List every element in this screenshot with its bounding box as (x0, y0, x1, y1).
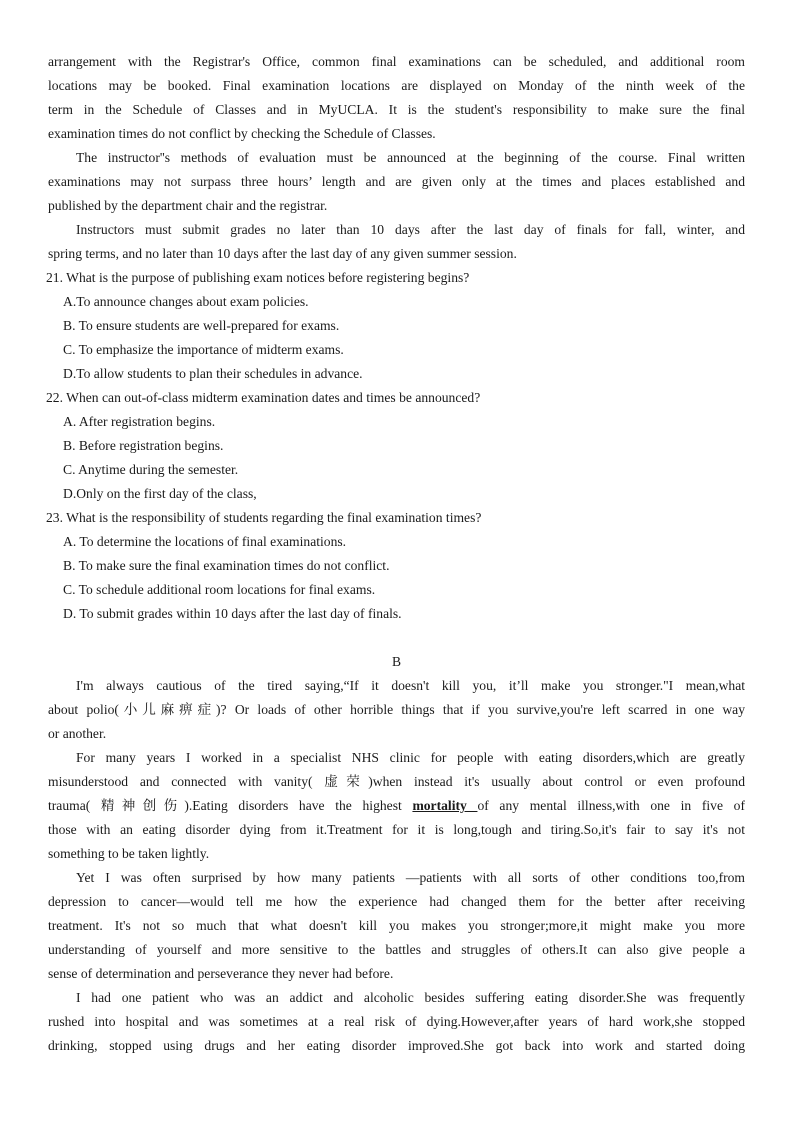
question-stem: 23. What is the responsibility of students regarding the final examination times? (46, 510, 482, 525)
text-line: arrangement with the Registrar's Office, common final examinations can be scheduled, and additional room (48, 54, 745, 69)
answer-option: A. After registration begins. (63, 414, 216, 429)
text-line: about polio(小儿麻痹症)? Or loads of other horrible things that if you survive,you're left scarred in one way (48, 702, 745, 717)
highlighted-word-mortality: mortality (412, 798, 478, 813)
question-stem: 21. What is the purpose of publishing exam notices before registering begins? (46, 270, 470, 285)
text-line: For many years I worked in a specialist NHS clinic for people with eating disorders,which are greatly (76, 750, 745, 765)
text-line: Instructors must submit grades no later than 10 days after the last day of finals for fall, winter, and (76, 222, 745, 237)
text-line: term in the Schedule of Classes and in MyUCLA. It is the student's responsibility to make sure the final (48, 102, 745, 117)
text-line: spring terms, and no later than 10 days after the last day of any given summer session. (48, 246, 517, 261)
text-line: something to be taken lightly. (48, 846, 210, 861)
passage-paragraph-4 (48, 986, 745, 1058)
passage-paragraph-2 (48, 746, 745, 866)
text-run: of any mental illness,with one in five of (477, 798, 745, 813)
answer-option: B. To ensure students are well-prepared for exams. (63, 318, 340, 333)
text-line: Yet I was often surprised by how many patients —patients with all sorts of other conditions too,from (76, 870, 745, 885)
document-page (48, 50, 745, 1058)
text-line: understanding of yourself and more sensitive to the battles and struggles of others.It can also give people a (48, 942, 745, 957)
question-23 (48, 506, 745, 626)
text-line: misunderstood and connected with vanity( 虚荣)when instead it's usually about control or even profound (48, 774, 745, 789)
answer-option: D.To allow students to plan their schedules in advance. (63, 366, 363, 381)
answer-option: D.Only on the first day of the class, (63, 486, 257, 501)
text-line: locations may be booked. Final examination locations are displayed on Monday of the ninth week of the (48, 78, 745, 93)
text-line (48, 794, 745, 818)
text-line: examination times do not conflict by checking the Schedule of Classes. (48, 126, 436, 141)
text-line: sense of determination and perseverance they never had before. (48, 966, 394, 981)
intro-paragraph-2 (48, 146, 745, 218)
text-line: those with an eating disorder dying from it.Treatment for it is long,tough and tiring.So,it's fair to say it's not (48, 822, 745, 837)
intro-paragraph-1 (48, 50, 745, 146)
section-heading: B (391, 654, 402, 669)
answer-option: C. To schedule additional room locations for final exams. (63, 582, 376, 597)
passage-paragraph-1 (48, 674, 745, 746)
question-21 (48, 266, 745, 386)
question-stem: 22. When can out-of-class midterm examination dates and times be announced? (46, 390, 481, 405)
spacer (48, 626, 745, 650)
text-line: depression to cancer—would tell me how the experience had changed them for the better after receiving (48, 894, 745, 909)
answer-option: A.To announce changes about exam policies. (63, 294, 309, 309)
text-run: trauma( 精神创伤).Eating disorders have the highest (48, 798, 413, 813)
intro-paragraph-3 (48, 218, 745, 266)
question-22 (48, 386, 745, 506)
text-line: I had one patient who was an addict and alcoholic besides suffering eating disorder.She was frequently (76, 990, 745, 1005)
text-line: published by the department chair and the registrar. (48, 198, 328, 213)
answer-option: C. To emphasize the importance of midterm exams. (63, 342, 344, 357)
text-line: examinations may not surpass three hours’ length and are given only at the times and places established and (48, 174, 745, 189)
answer-option: C. Anytime during the semester. (63, 462, 239, 477)
answer-option: B. Before registration begins. (63, 438, 224, 453)
text-line: treatment. It's not so much that what doesn't kill you makes you stronger;more,it might make you more (48, 918, 745, 933)
text-line: rushed into hospital and was sometimes at a real risk of dying.However,after years of hard work,she stopped (48, 1014, 745, 1029)
passage-paragraph-3 (48, 866, 745, 986)
text-line: or another. (48, 726, 107, 741)
answer-option: D. To submit grades within 10 days after the last day of finals. (63, 606, 402, 621)
text-line: I'm always cautious of the tired saying,“If it doesn't kill you, it’ll make you stronger."I mean,what (76, 678, 745, 693)
answer-option: B. To make sure the final examination times do not conflict. (63, 558, 390, 573)
text-line: The instructor''s methods of evaluation must be announced at the beginning of the course. Final written (76, 150, 745, 165)
text-line: drinking, stopped using drugs and her eating disorder improved.She got back into work and started doing (48, 1038, 745, 1053)
answer-option: A. To determine the locations of final examinations. (63, 534, 347, 549)
